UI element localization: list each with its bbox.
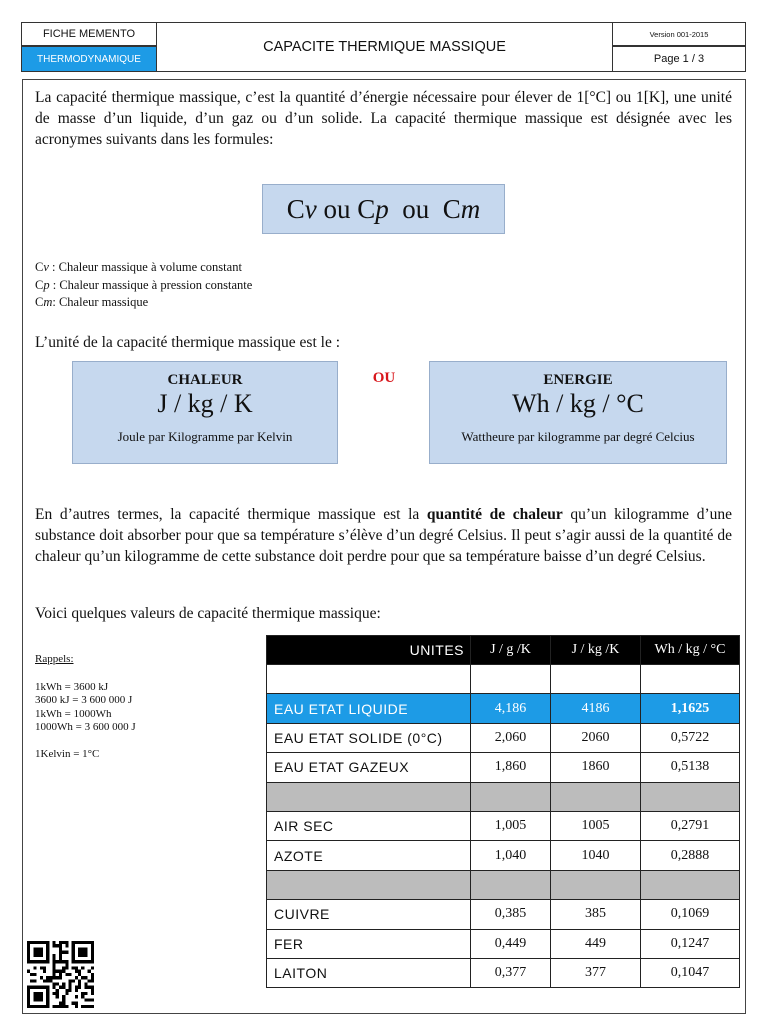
table-cell-substance: AZOTE: [267, 841, 471, 870]
table-cell-value: [471, 782, 551, 811]
table-row: [267, 900, 740, 929]
formula-box: [262, 184, 505, 234]
version-cell: [612, 22, 746, 46]
def-symbol: C: [35, 295, 44, 309]
table-row: [267, 929, 740, 958]
table-row: [267, 665, 740, 694]
table-row: [267, 841, 740, 870]
table-row: [267, 753, 740, 782]
table-cell-value: [551, 665, 641, 694]
unit-box-chaleur: [72, 361, 338, 464]
doc-type-text: FICHE MEMENTO: [42, 28, 136, 40]
para2-emphasis: quantité de chaleur: [426, 506, 563, 523]
table-cell-value: 0,1047: [641, 958, 740, 987]
rappels-line: 3600 kJ = 3 600 000 J: [35, 694, 133, 706]
table-cell-value: 0,1069: [641, 900, 740, 929]
table-cell-value: 1,860: [471, 753, 551, 782]
table-cell-value: 1,040: [471, 841, 551, 870]
table-cell-value: 0,1247: [641, 929, 740, 958]
formula-sub-m: m: [460, 193, 481, 224]
table-row: [267, 694, 740, 723]
table-row: [267, 811, 740, 840]
formula-sub-v: v: [304, 193, 317, 224]
table-cell-value: [471, 665, 551, 694]
values-table: [266, 635, 740, 988]
formula-c1: C: [286, 193, 305, 224]
table-cell-substance: FER: [267, 929, 471, 958]
table-row: [267, 723, 740, 752]
table-row: [267, 782, 740, 811]
formula-c3: C: [442, 193, 461, 224]
def-text: : Chaleur massique à pression constante: [49, 277, 253, 292]
table-cell-value: 385: [551, 900, 641, 929]
formula-sep2: ou: [388, 193, 443, 224]
table-cell-value: 0,385: [471, 900, 551, 929]
table-cell-value: 1,005: [471, 811, 551, 840]
table-cell-value: [551, 870, 641, 899]
table-cell-substance: EAU ETAT LIQUIDE: [267, 694, 471, 723]
table-cell-value: 0,5138: [641, 753, 740, 782]
def-text: : Chaleur massique à volume constant: [48, 260, 242, 274]
category-label: [21, 46, 157, 72]
table-cell-value: 4186: [551, 694, 641, 723]
rappels-line: 1kWh = 1000Wh: [35, 707, 112, 720]
definition-cm: [35, 294, 252, 312]
table-cell-value: [641, 870, 740, 899]
unit-box-value: Wh / kg / °C: [512, 389, 644, 418]
table-cell-value: 0,449: [471, 929, 551, 958]
table-cell-value: 1,1625: [641, 694, 740, 723]
table-cell-value: [471, 870, 551, 899]
def-subscript: p: [43, 277, 50, 292]
table-cell-substance: EAU ETAT SOLIDE (0°C): [267, 723, 471, 752]
table-row: [267, 870, 740, 899]
table-cell-substance: EAU ETAT GAZEUX: [267, 753, 471, 782]
table-cell-substance: AIR SEC: [267, 811, 471, 840]
unit-box-desc: Wattheure par kilogramme par degré Celcius: [461, 429, 695, 444]
rappels-line: [35, 735, 136, 749]
unit-box-title: ENERGIE: [543, 372, 613, 388]
rappels-line: 1000Wh = 3 600 000 J: [35, 721, 136, 733]
unit-box-title: CHALEUR: [167, 372, 243, 388]
table-header-cell: Wh / kg / °C: [641, 636, 740, 665]
para2-part1: En d’autres termes, la capacité thermique massique est la: [35, 506, 427, 523]
table-header-cell: UNITES: [267, 636, 471, 665]
table-cell-substance: CUIVRE: [267, 900, 471, 929]
definitions-list: [35, 259, 252, 312]
or-label: OU: [372, 370, 396, 386]
category-text: THERMODYNAMIQUE: [37, 53, 141, 65]
def-symbol: C: [35, 277, 44, 292]
table-cell-value: 4,186: [471, 694, 551, 723]
def-symbol: C: [35, 260, 44, 274]
def-text: : Chaleur massique: [52, 295, 149, 309]
qr-code-image: [27, 941, 94, 1008]
title-cell: [156, 22, 613, 72]
table-cell-value: 0,2791: [641, 811, 740, 840]
table-cell-value: 377: [551, 958, 641, 987]
def-subscript: v: [43, 260, 49, 274]
definition-paragraph: [35, 504, 732, 567]
table-cell-value: 2,060: [471, 723, 551, 752]
table-cell-value: 0,377: [471, 958, 551, 987]
page-number-cell: [612, 46, 746, 72]
table-cell-value: 1040: [551, 841, 641, 870]
rappels-line: 1kWh = 3600 kJ: [35, 680, 109, 693]
para2-part2: qu’un kilogramme d’une substance doit absorber pour que sa température s’élève d’un degré Celsius. Il peut s’agir aussi de la quantité de chaleur qu’un kilogramme de cette substance doit perdre pour que sa température baisse d’un degré Celsius.: [35, 506, 732, 565]
table-cell-value: 449: [551, 929, 641, 958]
definition-cv: [35, 259, 252, 277]
table-cell-value: [551, 782, 641, 811]
page-title: CAPACITE THERMIQUE MASSIQUE: [263, 39, 506, 55]
table-cell-value: 2060: [551, 723, 641, 752]
unit-box-value: J / kg / K: [157, 389, 253, 418]
unit-box-desc: Joule par Kilogramme par Kelvin: [117, 429, 293, 444]
table-cell-substance: [267, 870, 471, 899]
values-intro: Voici quelques valeurs de capacité thermique massique:: [35, 605, 381, 622]
formula-c2: C: [357, 193, 376, 224]
table-cell-substance: LAITON: [267, 958, 471, 987]
table-cell-value: 1005: [551, 811, 641, 840]
table-cell-value: 0,5722: [641, 723, 740, 752]
rappels-line: 1Kelvin = 1°C: [35, 748, 100, 760]
page-number: Page 1 / 3: [653, 53, 705, 65]
table-row: [267, 958, 740, 987]
table-header-row: [267, 636, 740, 665]
table-cell-value: [641, 665, 740, 694]
definition-cp: [35, 277, 252, 295]
intro-paragraph: La capacité thermique massique, c’est la quantité d’énergie nécessaire pour élever de 1[°C] ou 1[K], une unité de masse d’un liquide, d’un gaz ou d’un solide. La capacité thermique massique est désignée avec les acronymes suivants dans les formules:: [35, 89, 732, 148]
formula-sub-p: p: [375, 193, 389, 224]
formula-sep1: ou: [316, 193, 358, 224]
table-cell-substance: [267, 782, 471, 811]
values-table-body: [267, 636, 740, 988]
table-header-cell: J / kg /K: [551, 636, 641, 665]
unit-intro: L’unité de la capacité thermique massique est le :: [35, 334, 341, 351]
table-header-cell: J / g /K: [471, 636, 551, 665]
rappels-block: [35, 653, 136, 762]
rappels-title: Rappels:: [35, 653, 74, 665]
doc-type-label: [21, 22, 157, 46]
unit-box-energie: [429, 361, 727, 464]
table-cell-substance: [267, 665, 471, 694]
table-cell-value: 0,2888: [641, 841, 740, 870]
table-cell-value: [641, 782, 740, 811]
version-text: Version 001-2015: [649, 29, 709, 39]
def-subscript: m: [43, 295, 53, 309]
table-cell-value: 1860: [551, 753, 641, 782]
